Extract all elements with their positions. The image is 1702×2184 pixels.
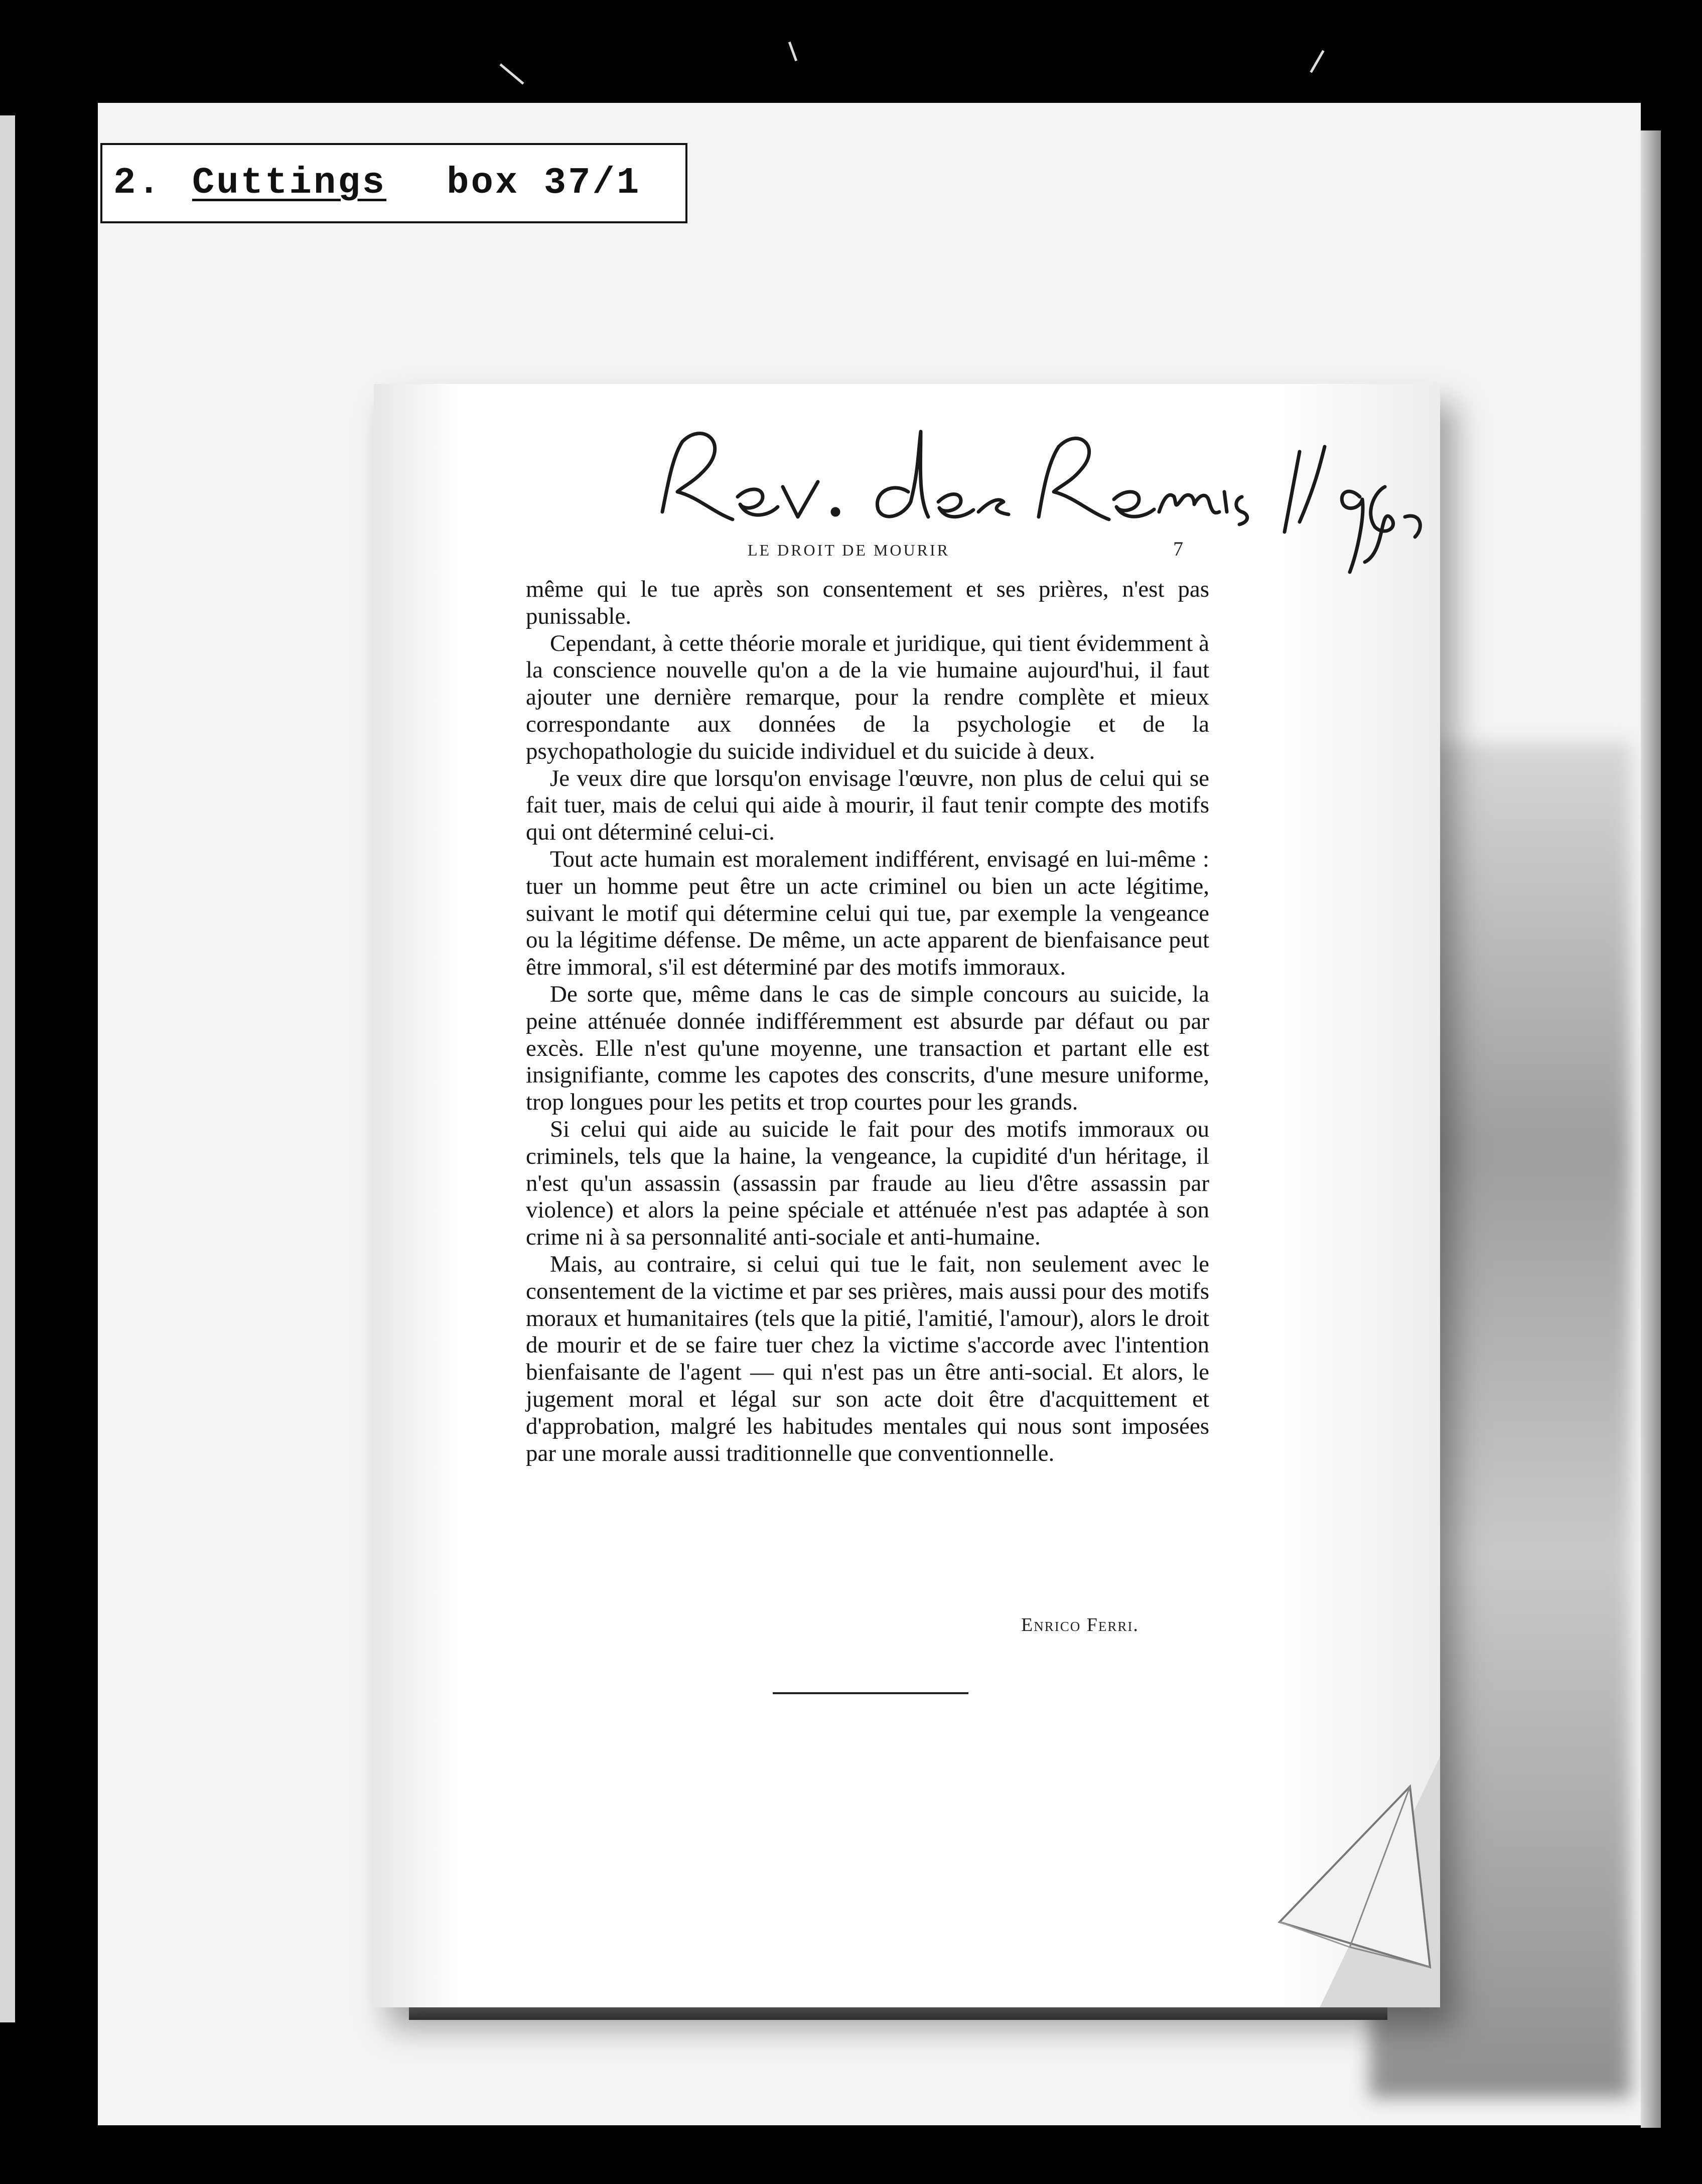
article-body <box>526 576 1209 1467</box>
film-scratch <box>788 42 797 61</box>
paragraph: Tout acte humain est moralement indifférent, envisagé en lui-même : tuer un homme peut être un acte criminel ou bien un acte légitime, suivant le motif qui détermine celui qui tue, par exemple la vengeance ou la légitime défense. De même, un acte apparent de bienfaisance peut être immoral, s'il est déterminé par des motifs immoraux. <box>526 846 1209 981</box>
paragraph: De sorte que, même dans le cas de simple concours au suicide, la peine atténuée donnée indifféremment est absurde par défaut ou par excès. Elle n'est qu'une moyenne, une transaction et partant elle est insignifiante, comme les capotes des conscrits, d'une mesure uniforme, trop longues pour les petits et trop courtes pour les grands. <box>526 981 1209 1116</box>
paragraph: Je veux dire que lorsqu'on envisage l'œuvre, non plus de celui qui se fait tuer, mais de celui qui aide à mourir, il faut tenir compte des motifs qui ont déterminé celui-ci. <box>526 765 1209 846</box>
page-number: 7 <box>1173 537 1183 560</box>
running-head: LE DROIT DE MOURIR <box>748 541 950 559</box>
label-box-number: box 37/1 <box>447 162 641 204</box>
label-number: 2. <box>113 162 162 204</box>
folded-corner <box>1259 1756 1440 2007</box>
paragraph: Mais, au contraire, si celui qui tue le fait, non seulement avec le consentement de la victime et par ses prières, mais aussi pour des motifs moraux et humanitaires (tels que la pitié, l'amitié, l'amour), alors le droit de mourir et de se faire tuer chez la victime s'accorde avec l'intention bienfaisante de l'agent — qui n'est pas un être anti-social. Et alors, le jugement moral et légal sur son acte doit être d'acquittement et d'approbation, malgré les habitudes mentales qui nous sont imposées par une morale aussi traditionnelle que conventionnelle. <box>526 1251 1209 1466</box>
paragraph: Cependant, à cette théorie morale et juridique, qui tient évidemment à la conscience nouvelle qu'on a de la vie humaine aujourd'hui, il faut ajouter une dernière remarque, pour la rendre complète et mieux correspondante aux données de la psychologie et de la psychopathologie du suicide individuel et du suicide à deux. <box>526 630 1209 764</box>
film-scratch <box>499 63 524 84</box>
mount-board-edge <box>1641 130 1661 2128</box>
adjacent-frame-edge <box>0 115 15 2022</box>
label-series: Cuttings <box>192 162 387 204</box>
film-scratch <box>1310 50 1324 73</box>
handwritten-annotation <box>647 412 1430 592</box>
archive-label <box>100 143 687 223</box>
author-signature: Enrico Ferri. <box>1021 1614 1139 1635</box>
end-rule <box>773 1692 968 1694</box>
paragraph: Si celui qui aide au suicide le fait pour des motifs immoraux ou criminels, tels que la haine, la vengeance, la cupidité d'un héritage, il n'est qu'un assassin (assassin par fraude au lieu d'être assassin par violence) et alors la peine spéciale et atténuée n'est pas adaptée à son crime ni à sa personnalité anti-sociale et anti-humaine. <box>526 1116 1209 1251</box>
paragraph: même qui le tue après son consentement et ses prières, n'est pas punissable. <box>526 576 1209 629</box>
